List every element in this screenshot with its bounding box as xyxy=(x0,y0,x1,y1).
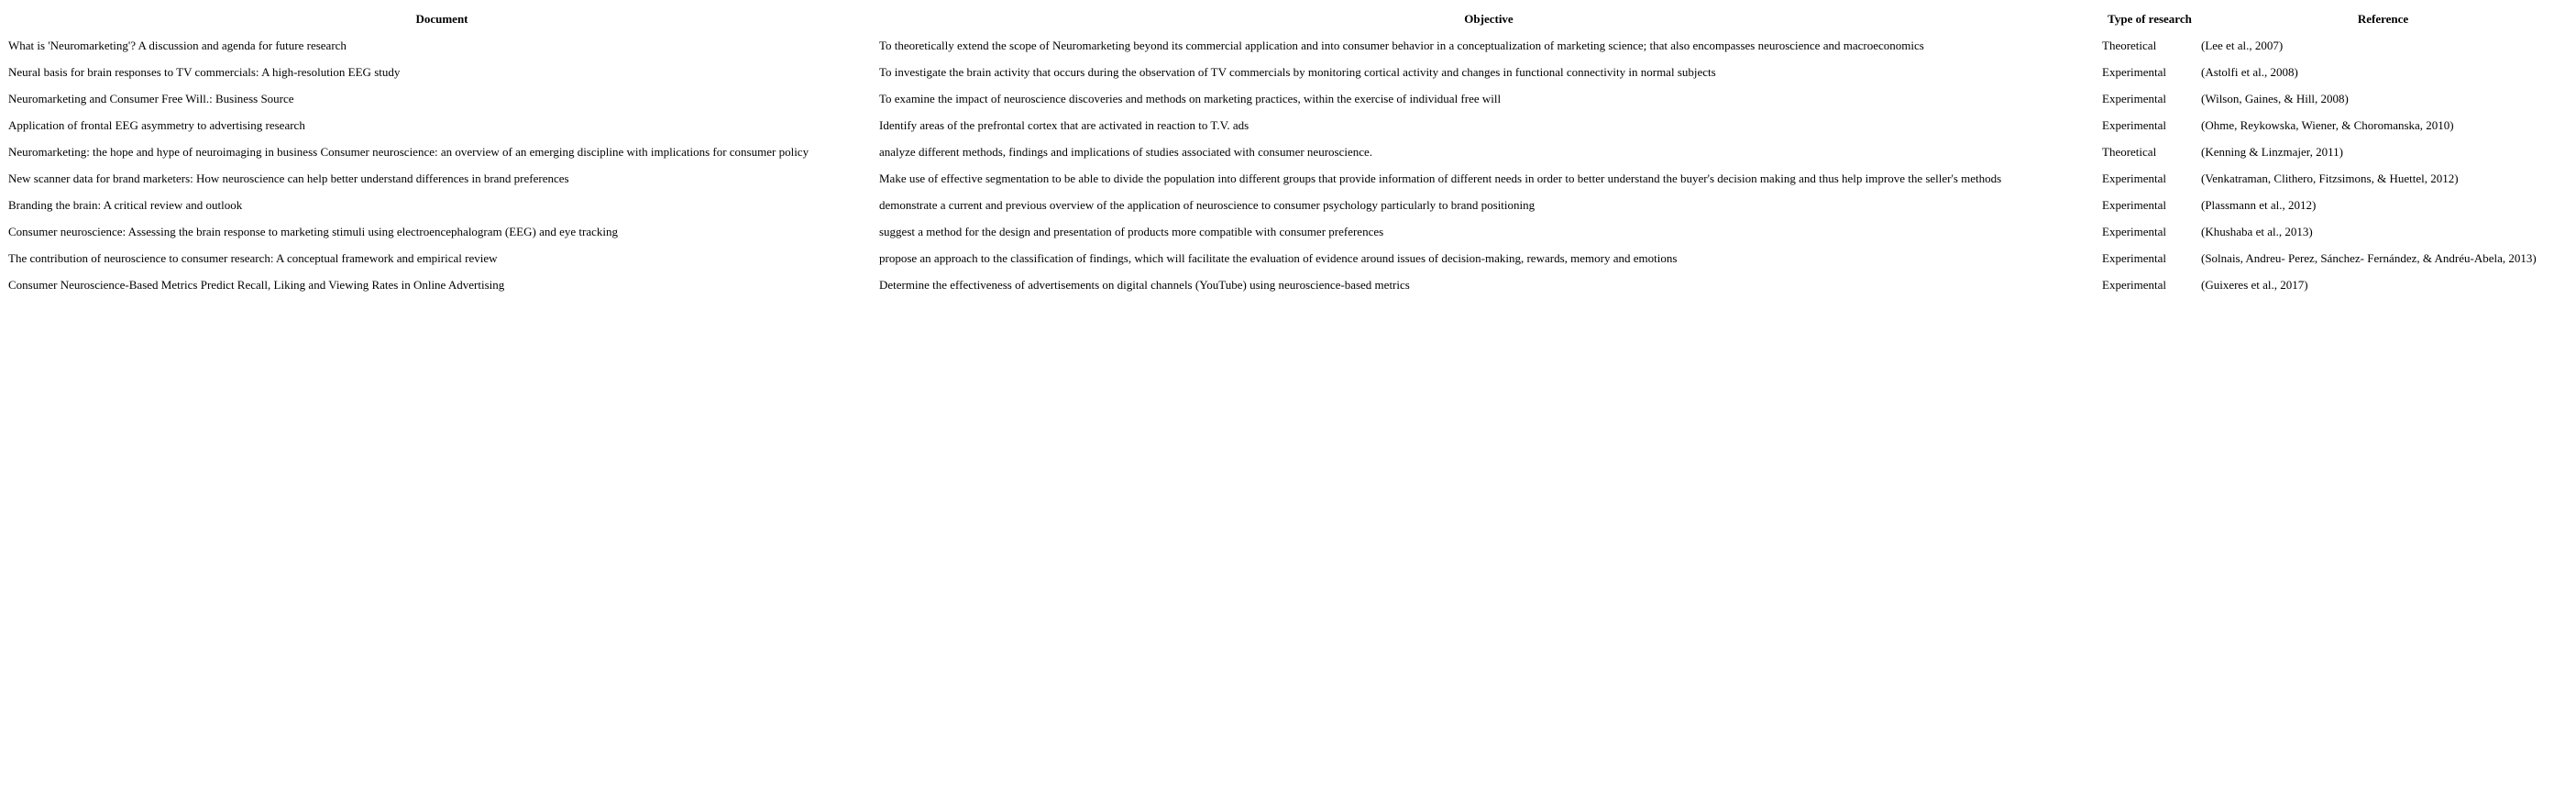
cell-document: New scanner data for brand marketers: How neuroscience can help better understand differences in brand preferences xyxy=(8,171,569,185)
header-document: Document xyxy=(415,12,468,26)
header-type-of-research: Type of research xyxy=(2108,12,2192,26)
header-row xyxy=(7,7,2566,31)
cell-objective: propose an approach to the classification of findings, which will facilitate the evaluation of evidence around issues of decision-making, rewards, memory and emotions xyxy=(879,250,1678,265)
cell-type: Theoretical xyxy=(2102,38,2157,52)
cell-type: Experimental xyxy=(2102,277,2167,292)
cell-objective: suggest a method for the design and presentation of products more compatible with consumer preferences xyxy=(879,224,1384,238)
cell-objective: To examine the impact of neuroscience discoveries and methods on marketing practices, within the exercise of individual free will xyxy=(879,91,1502,105)
literature-table xyxy=(6,6,2568,299)
cell-type: Experimental xyxy=(2102,224,2167,238)
cell-reference: (Astolfi et al., 2008) xyxy=(2201,64,2298,79)
cell-reference: (Ohme, Reykowska, Wiener, & Choromanska, 2010) xyxy=(2201,117,2454,132)
cell-type: Experimental xyxy=(2102,117,2167,132)
cell-type: Experimental xyxy=(2102,91,2167,105)
cell-objective: To theoretically extend the scope of Neuromarketing beyond its commercial application and into consumer behavior in a conceptualization of marketing science; that also encompasses neuroscience and macroeconomics xyxy=(879,38,1924,52)
cell-document: What is 'Neuromarketing'? A discussion and agenda for future research xyxy=(8,38,347,52)
table-row xyxy=(7,86,2566,111)
table-row xyxy=(7,113,2566,138)
cell-objective: Make use of effective segmentation to be able to divide the population into different groups that provide information of different needs in order to better understand the buyer's decision making and thus help improve the seller's methods xyxy=(879,171,2002,185)
cell-document: Neuromarketing and Consumer Free Will.: Business Source xyxy=(8,91,294,105)
cell-document: Application of frontal EEG asymmetry to advertising research xyxy=(8,117,305,132)
cell-reference: (Guixeres et al., 2017) xyxy=(2201,277,2308,292)
cell-document: Neural basis for brain responses to TV commercials: A high-resolution EEG study xyxy=(8,64,401,79)
table-row xyxy=(7,219,2566,244)
cell-objective: demonstrate a current and previous overview of the application of neuroscience to consumer psychology particularly to brand positioning xyxy=(879,197,1536,212)
cell-document: Consumer neuroscience: Assessing the brain response to marketing stimuli using electroencephalogram (EEG) and eye tracking xyxy=(8,224,618,238)
cell-reference: (Plassmann et al., 2012) xyxy=(2201,197,2317,212)
cell-document: Consumer Neuroscience-Based Metrics Predict Recall, Liking and Viewing Rates in Online Advertising xyxy=(8,277,505,292)
cell-reference: (Venkatraman, Clithero, Fitzsimons, & Huettel, 2012) xyxy=(2201,171,2459,185)
header-reference: Reference xyxy=(2357,12,2409,26)
table-row xyxy=(7,272,2566,297)
cell-reference: (Solnais, Andreu- Perez, Sánchez- Fernández, & Andréu-Abela, 2013) xyxy=(2201,250,2537,265)
cell-reference: (Kenning & Linzmajer, 2011) xyxy=(2201,144,2343,159)
cell-type: Experimental xyxy=(2102,197,2167,212)
cell-document: The contribution of neuroscience to consumer research: A conceptual framework and empirical review xyxy=(8,250,498,265)
cell-document: Branding the brain: A critical review and outlook xyxy=(8,197,243,212)
cell-reference: (Lee et al., 2007) xyxy=(2201,38,2284,52)
table-row xyxy=(7,246,2566,271)
cell-type: Theoretical xyxy=(2102,144,2157,159)
table-row xyxy=(7,139,2566,164)
cell-reference: (Khushaba et al., 2013) xyxy=(2201,224,2313,238)
header-objective: Objective xyxy=(1464,12,1514,26)
table-row xyxy=(7,193,2566,217)
cell-objective: Identify areas of the prefrontal cortex that are activated in reaction to T.V. ads xyxy=(879,117,1249,132)
cell-objective: Determine the effectiveness of advertisements on digital channels (YouTube) using neuroscience-based metrics xyxy=(879,277,1410,292)
cell-objective: To investigate the brain activity that occurs during the observation of TV commercials by monitoring cortical activity and changes in functional connectivity in normal subjects xyxy=(879,64,1716,79)
table-row xyxy=(7,33,2566,58)
cell-type: Experimental xyxy=(2102,250,2167,265)
cell-type: Experimental xyxy=(2102,64,2167,79)
cell-reference: (Wilson, Gaines, & Hill, 2008) xyxy=(2201,91,2349,105)
cell-objective: analyze different methods, findings and implications of studies associated with consumer neuroscience. xyxy=(879,144,1373,159)
table-row xyxy=(7,60,2566,84)
cell-document: Neuromarketing: the hope and hype of neuroimaging in business Consumer neuroscience: an overview of an emerging discipline with implications for consumer policy xyxy=(8,144,809,159)
table-row xyxy=(7,166,2566,191)
cell-type: Experimental xyxy=(2102,171,2167,185)
